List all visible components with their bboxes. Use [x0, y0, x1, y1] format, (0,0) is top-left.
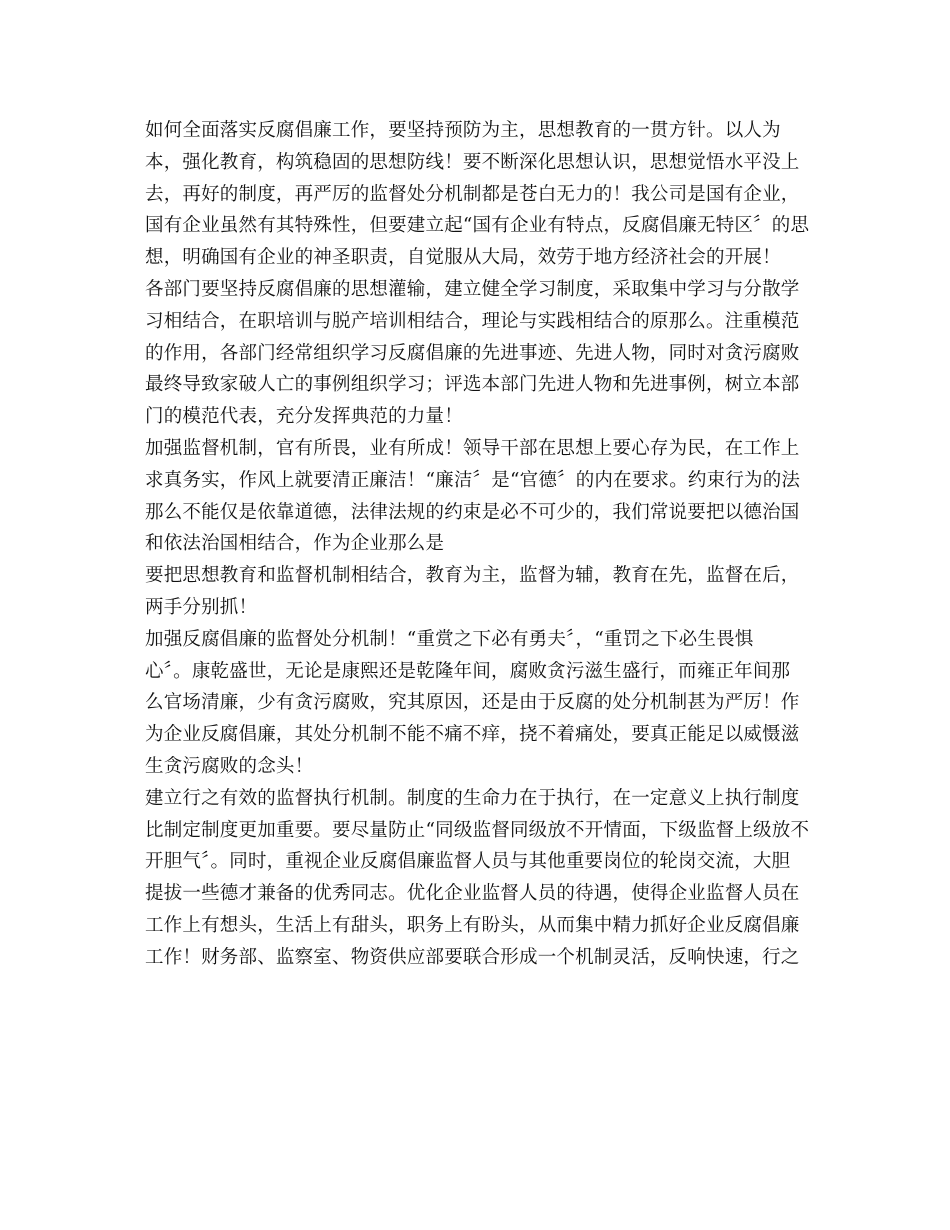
text-line: 比制定制度更加重要。要尽量防止“同级监督同级放不开情面，下级监督上级放不: [145, 819, 810, 841]
text-line: 为企业反腐倡廉，其处分机制不能不痛不痒，挠不着痛处，要真正能足以威慑滋: [145, 724, 800, 746]
text-line: 去，再好的制度，再严厉的监督处分机制都是苍白无力的！我公司是国有企业，: [145, 183, 800, 205]
text-line: 和依法治国相结合，作为企业那么是: [145, 533, 445, 555]
text-line: 国有企业虽然有其特殊性，但要建立起“国有企业有特点，反腐倡廉无特区〞的思: [145, 215, 810, 237]
text-line: 要把思想教育和监督机制相结合，教育为主，监督为辅，教育在先，监督在后，: [145, 565, 800, 587]
text-line: 想，明确国有企业的神圣职责，自觉服从大局，效劳于地方经济社会的开展！: [145, 247, 781, 269]
text-line: 的作用，各部门经常组织学习反腐倡廉的先进事迹、先进人物，同时对贪污腐败: [145, 342, 800, 364]
text-line: 工作！财务部、监察室、物资供应部要联合形成一个机制灵活，反响快速，行之: [145, 946, 800, 968]
text-line: 最终导致家破人亡的事例组织学习；评选本部门先进人物和先进事例，树立本部: [145, 374, 800, 396]
text-line: 门的模范代表，充分发挥典范的力量！: [145, 406, 463, 428]
text-line: 提拔一些德才兼备的优秀同志。优化企业监督人员的待遇，使得企业监督人员在: [145, 883, 800, 905]
text-line: 心〞。康乾盛世，无论是康熙还是乾隆年间，腐败贪污滋生盛行，而雍正年间那: [145, 660, 791, 682]
text-line: 各部门要坚持反腐倡廉的思想灌输，建立健全学习制度，采取集中学习与分散学: [145, 278, 800, 300]
text-line: 生贪污腐败的念头！: [145, 755, 314, 777]
text-line: 开胆气〞。同时，重视企业反腐倡廉监督人员与其他重要岗位的轮岗交流，大胆: [145, 851, 791, 873]
text-line: 习相结合，在职培训与脱产培训相结合，理论与实践相结合的原那么。注重模范: [145, 310, 800, 332]
text-line: 求真务实，作风上就要清正廉洁！“廉洁〞是“官德〞的内在要求。约束行为的法: [145, 469, 801, 491]
text-line: 两手分别抓！: [145, 596, 258, 618]
text-line: 建立行之有效的监督执行机制。制度的生命力在于执行，在一定意义上执行制度: [145, 787, 800, 809]
text-line: 加强反腐倡廉的监督处分机制！“重赏之下必有勇夫〞，“重罚之下必生畏惧: [145, 628, 754, 650]
text-line: 如何全面落实反腐倡廉工作，要坚持预防为主，思想教育的一贯方针。以人为: [145, 120, 781, 141]
text-line: 本，强化教育，构筑稳固的思想防线！要不断深化思想认识，思想觉悟水平没上: [145, 151, 800, 173]
text-line: 么官场清廉，少有贪污腐败，究其原因，还是由于反腐的处分机制甚为严厉！作: [145, 692, 800, 714]
text-line: 加强监督机制，官有所畏，业有所成！领导干部在思想上要心存为民，在工作上: [145, 437, 800, 459]
text-line: 那么不能仅是依靠道德，法律法规的约束是必不可少的，我们常说要把以德治国: [145, 501, 800, 523]
document-body: [145, 115, 815, 974]
text-line: 工作上有想头，生活上有甜头，职务上有盼头，从而集中精力抓好企业反腐倡廉: [145, 914, 800, 936]
